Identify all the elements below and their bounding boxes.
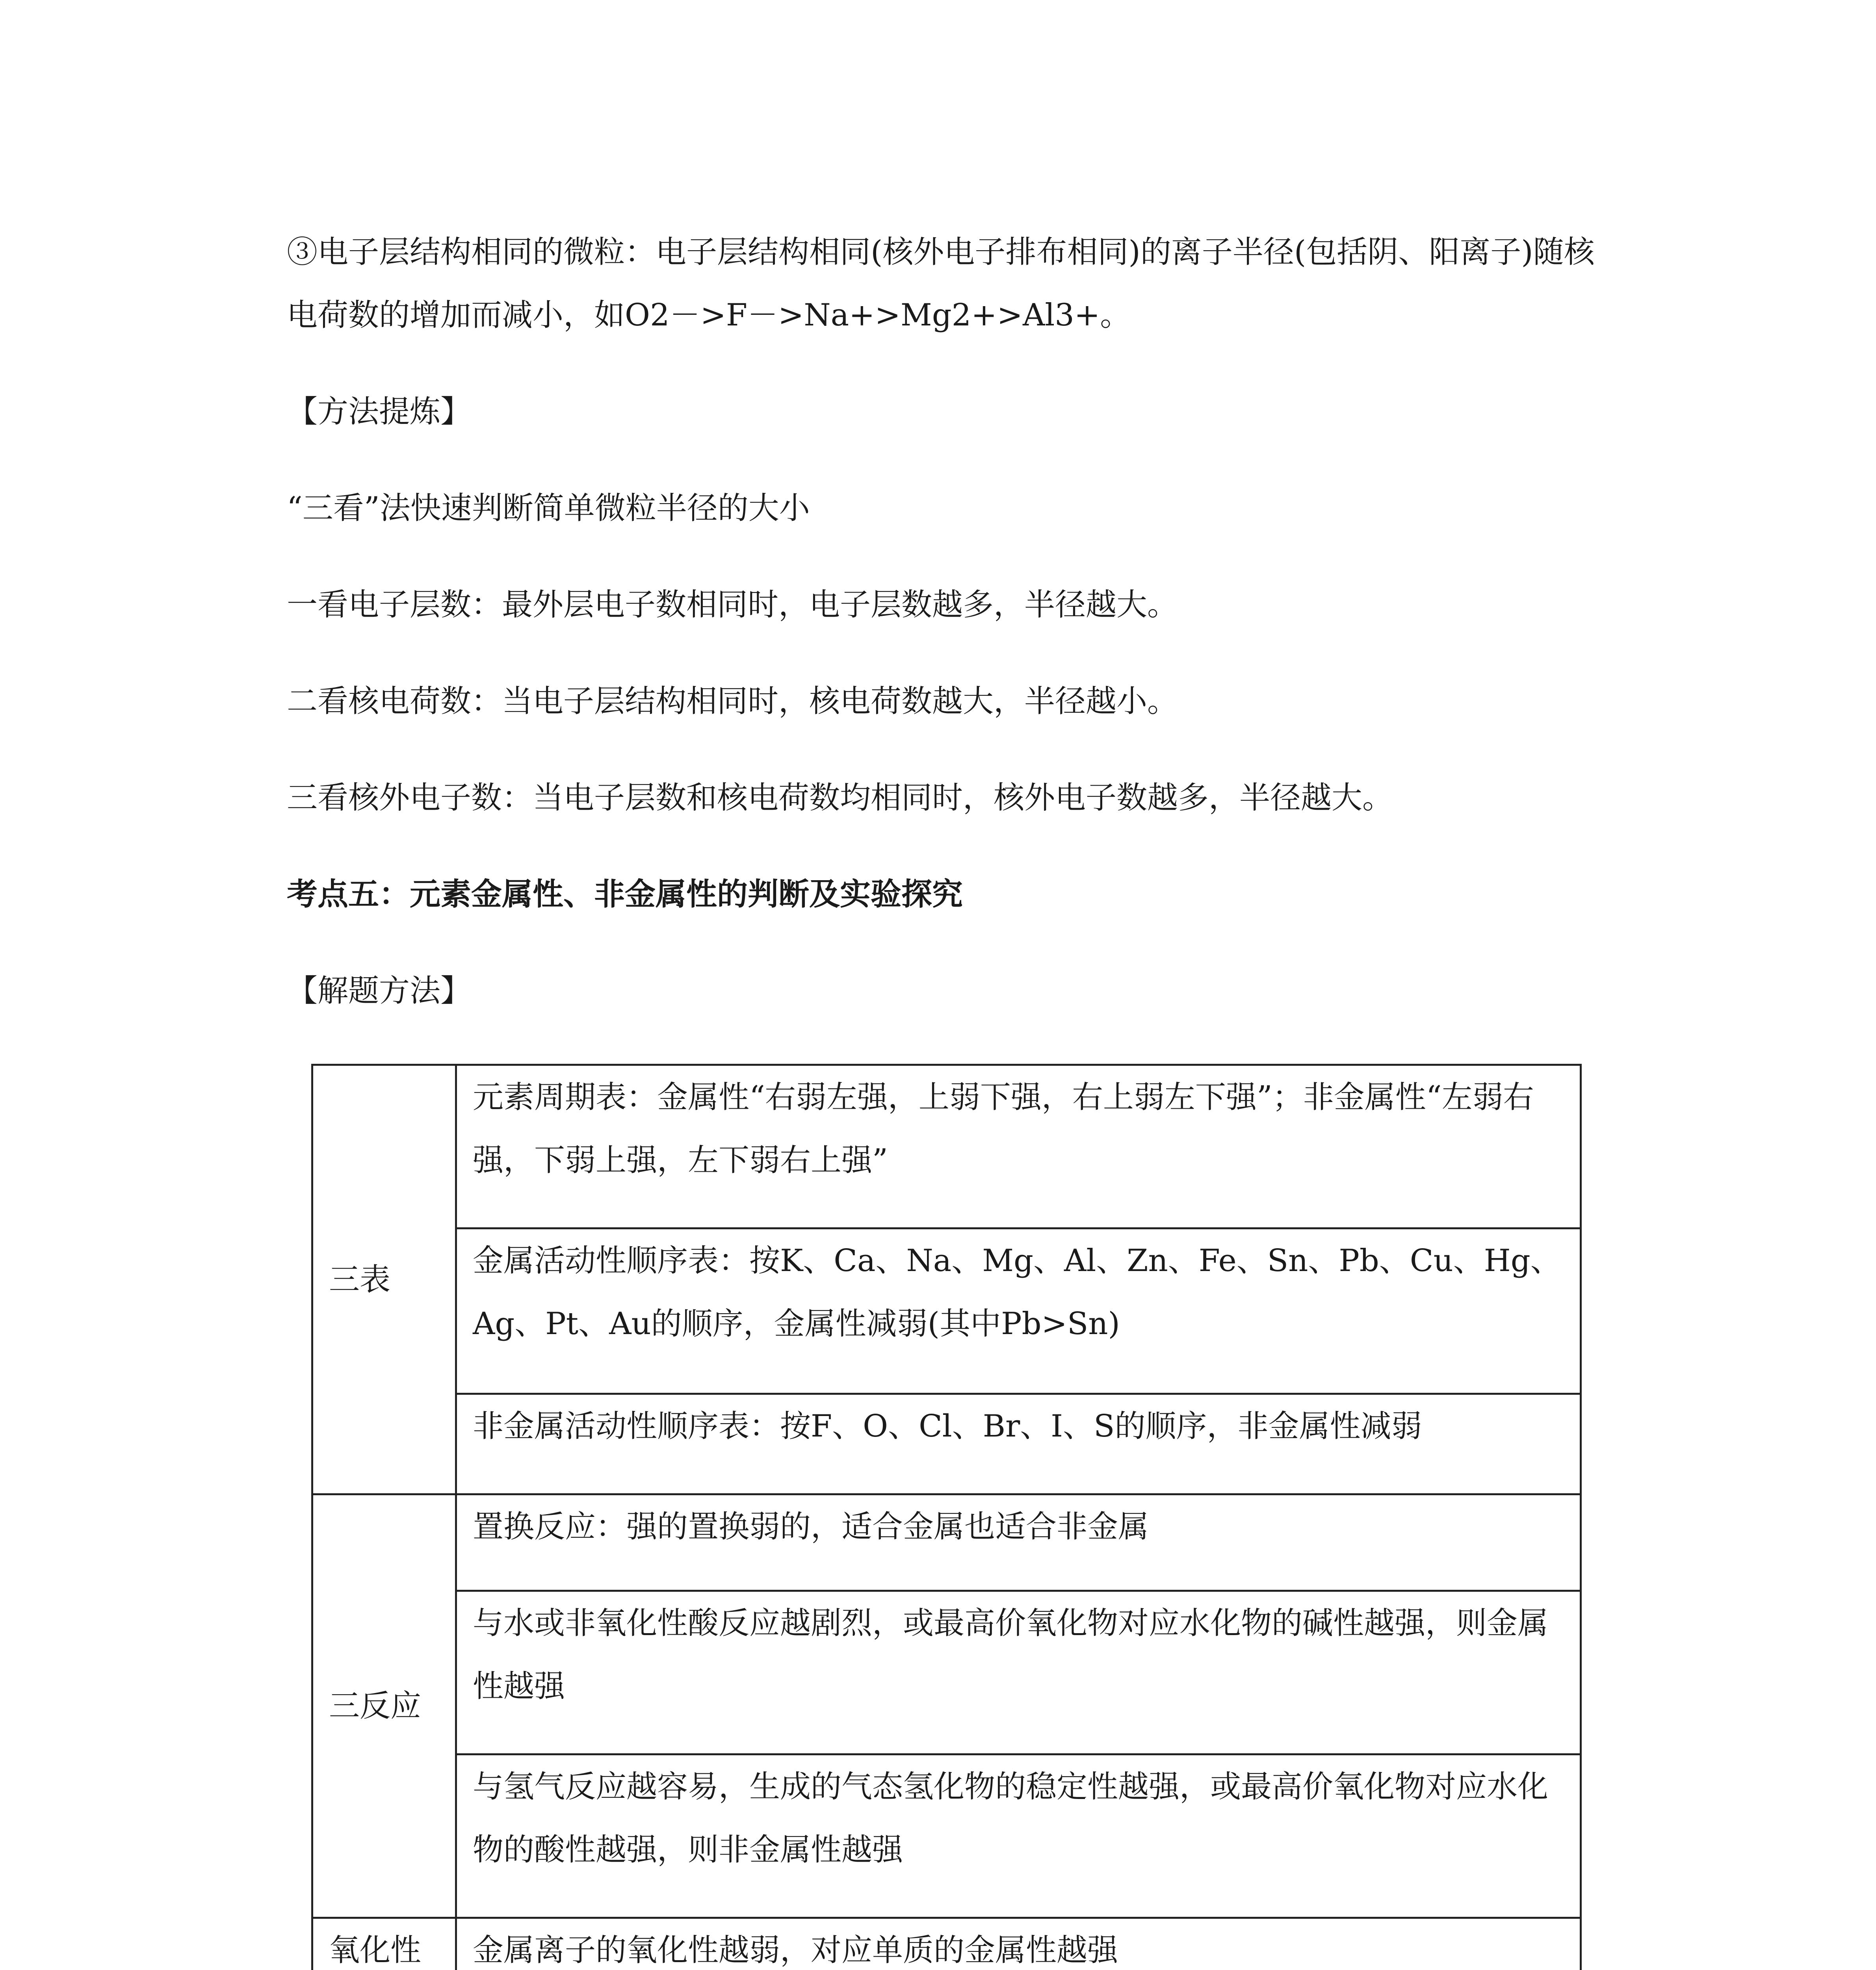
second-look-rule: 二看核电荷数：当电子层结构相同时，核电荷数越大，半径越小。 — [287, 684, 1178, 719]
table-row — [312, 1394, 1581, 1494]
table-row — [312, 1918, 1581, 1970]
solution-method-heading: 【解题方法】 — [287, 973, 472, 1009]
first-look-rule: 一看电子层数：最外层电子数相同时，电子层数越多，半径越大。 — [287, 587, 1178, 623]
table-row — [312, 1754, 1581, 1918]
table-row — [312, 1591, 1581, 1754]
displacement-reaction-rule: 置换反应：强的置换弱的，适合金属也适合非金属 — [456, 1494, 1581, 1591]
metal-activity-series-rule: 金属活动性顺序表：按K、Ca、Na、Mg、Al、Zn、Fe、Sn、Pb、Cu、Hg、Ag、Pt、Au的顺序，金属性减弱(其中Pb>Sn) — [456, 1228, 1581, 1394]
oxidizing-rule: 金属离子的氧化性越弱，对应单质的金属性越强 — [456, 1918, 1581, 1970]
section-heading-kaodian5: 考点五：元素金属性、非金属性的判断及实验探究 — [287, 876, 963, 912]
category-cell-oxidizing: 氧化性 — [312, 1918, 456, 1970]
table-row — [312, 1228, 1581, 1394]
third-look-rule: 三看核外电子数：当电子层数和核电荷数均相同时，核外电子数越多，半径越大。 — [287, 780, 1393, 816]
paragraph-isoelectronic-radius: ③电子层结构相同的微粒：电子层结构相同(核外电子排布相同)的离子半径(包括阴、阳离子)随核电荷数的增加而减小，如O2－>F－>Na+>Mg2+>Al3+。 — [287, 234, 1595, 333]
periodic-table-rule: 元素周期表：金属性“右弱左强，上弱下强，右上弱左下强”；非金属性“左弱右强，下弱上强，左下弱右上强” — [456, 1065, 1581, 1228]
judgment-method-table — [311, 1064, 1582, 1970]
method-heading-1: 【方法提炼】 — [287, 394, 472, 429]
category-cell-sanbiao: 三表 — [312, 1065, 456, 1494]
table-row — [312, 1065, 1581, 1228]
category-cell-sanfanying: 三反应 — [312, 1494, 456, 1918]
hydrogen-reaction-rule: 与氢气反应越容易，生成的气态氢化物的稳定性越强，或最高价氧化物对应水化物的酸性越强，则非金属性越强 — [456, 1754, 1581, 1918]
three-look-title: “三看”法快速判断简单微粒半径的大小 — [287, 491, 810, 526]
table-row — [312, 1494, 1581, 1591]
nonmetal-activity-series-rule: 非金属活动性顺序表：按F、O、Cl、Br、I、S的顺序，非金属性减弱 — [456, 1394, 1581, 1494]
water-acid-reaction-rule: 与水或非氧化性酸反应越剧烈，或最高价氧化物对应水化物的碱性越强，则金属性越强 — [456, 1591, 1581, 1754]
